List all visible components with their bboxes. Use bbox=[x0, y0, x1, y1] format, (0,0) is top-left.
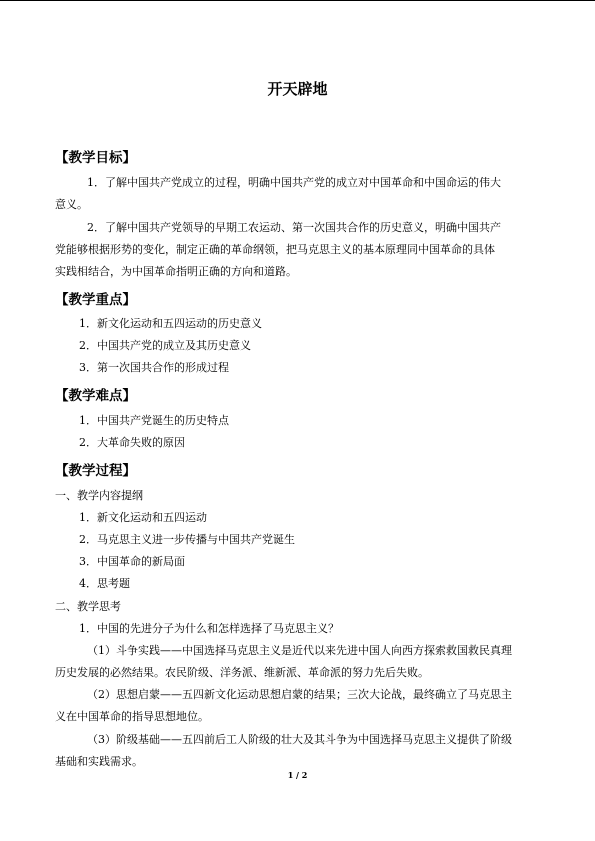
section-heading-difficulties: 【教学难点】 bbox=[55, 388, 136, 404]
header-rule bbox=[0, 0, 595, 1]
goal-2-line-2: 党能够根据形势的变化，制定正确的革命纲领，把马克思主义的基本原理同中国革命的具体 bbox=[55, 243, 495, 256]
key-point-item: 2．中国共产党的成立及其历史意义 bbox=[79, 339, 251, 352]
outline-item: 4．思考题 bbox=[79, 577, 130, 590]
goal-2-line-3: 实践相结合，为中国革命指明正确的方向和道路。 bbox=[55, 265, 297, 278]
section-heading-process: 【教学过程】 bbox=[55, 463, 136, 479]
goal-1-line-2: 意义。 bbox=[55, 198, 88, 211]
answer-3-line-1: （3）阶级基础——五四前后工人阶级的壮大及其斗争为中国选择马克思主义提供了阶级 bbox=[87, 733, 512, 746]
page-title: 开天辟地 bbox=[267, 80, 328, 98]
answer-2-line-2: 义在中国革命的指导思想地位。 bbox=[55, 710, 209, 723]
answer-3-line-2: 基础和实践需求。 bbox=[55, 755, 143, 768]
outline-item: 1．新文化运动和五四运动 bbox=[79, 511, 207, 524]
section-heading-goals: 【教学目标】 bbox=[55, 150, 136, 166]
section-heading-key-points: 【教学重点】 bbox=[55, 292, 136, 308]
outline-heading: 一、教学内容提纲 bbox=[55, 489, 143, 502]
answer-2-line-1: （2）思想启蒙——五四新文化运动思想启蒙的结果；三次大论战，最终确立了马克思主 bbox=[87, 688, 512, 701]
difficulty-item: 1．中国共产党诞生的历史特点 bbox=[79, 414, 229, 427]
answer-1-line-2: 历史发展的必然结果。农民阶级、洋务派、维新派、革命派的努力先后失败。 bbox=[55, 666, 429, 679]
difficulty-item: 2．大革命失败的原因 bbox=[79, 436, 185, 449]
question-1: 1．中国的先进分子为什么和怎样选择了马克思主义？ bbox=[79, 622, 339, 635]
key-point-item: 1．新文化运动和五四运动的历史意义 bbox=[79, 317, 262, 330]
outline-item: 2．马克思主义进一步传播与中国共产党诞生 bbox=[79, 533, 295, 546]
answer-1-line-1: （1）斗争实践——中国选择马克思主义是近代以来先进中国人向西方探索救国救民真理 bbox=[87, 644, 512, 657]
thinking-heading: 二、教学思考 bbox=[55, 600, 121, 613]
goal-2-line-1: 2．了解中国共产党领导的早期工农运动、第一次国共合作的历史意义，明确中国共产 bbox=[87, 221, 501, 234]
goal-1-line-1: 1．了解中国共产党成立的过程，明确中国共产党的成立对中国革命和中国命运的伟大 bbox=[87, 176, 501, 189]
key-point-item: 3．第一次国共合作的形成过程 bbox=[79, 361, 229, 374]
outline-item: 3．中国革命的新局面 bbox=[79, 555, 185, 568]
page-number: 1 / 2 bbox=[287, 770, 308, 780]
